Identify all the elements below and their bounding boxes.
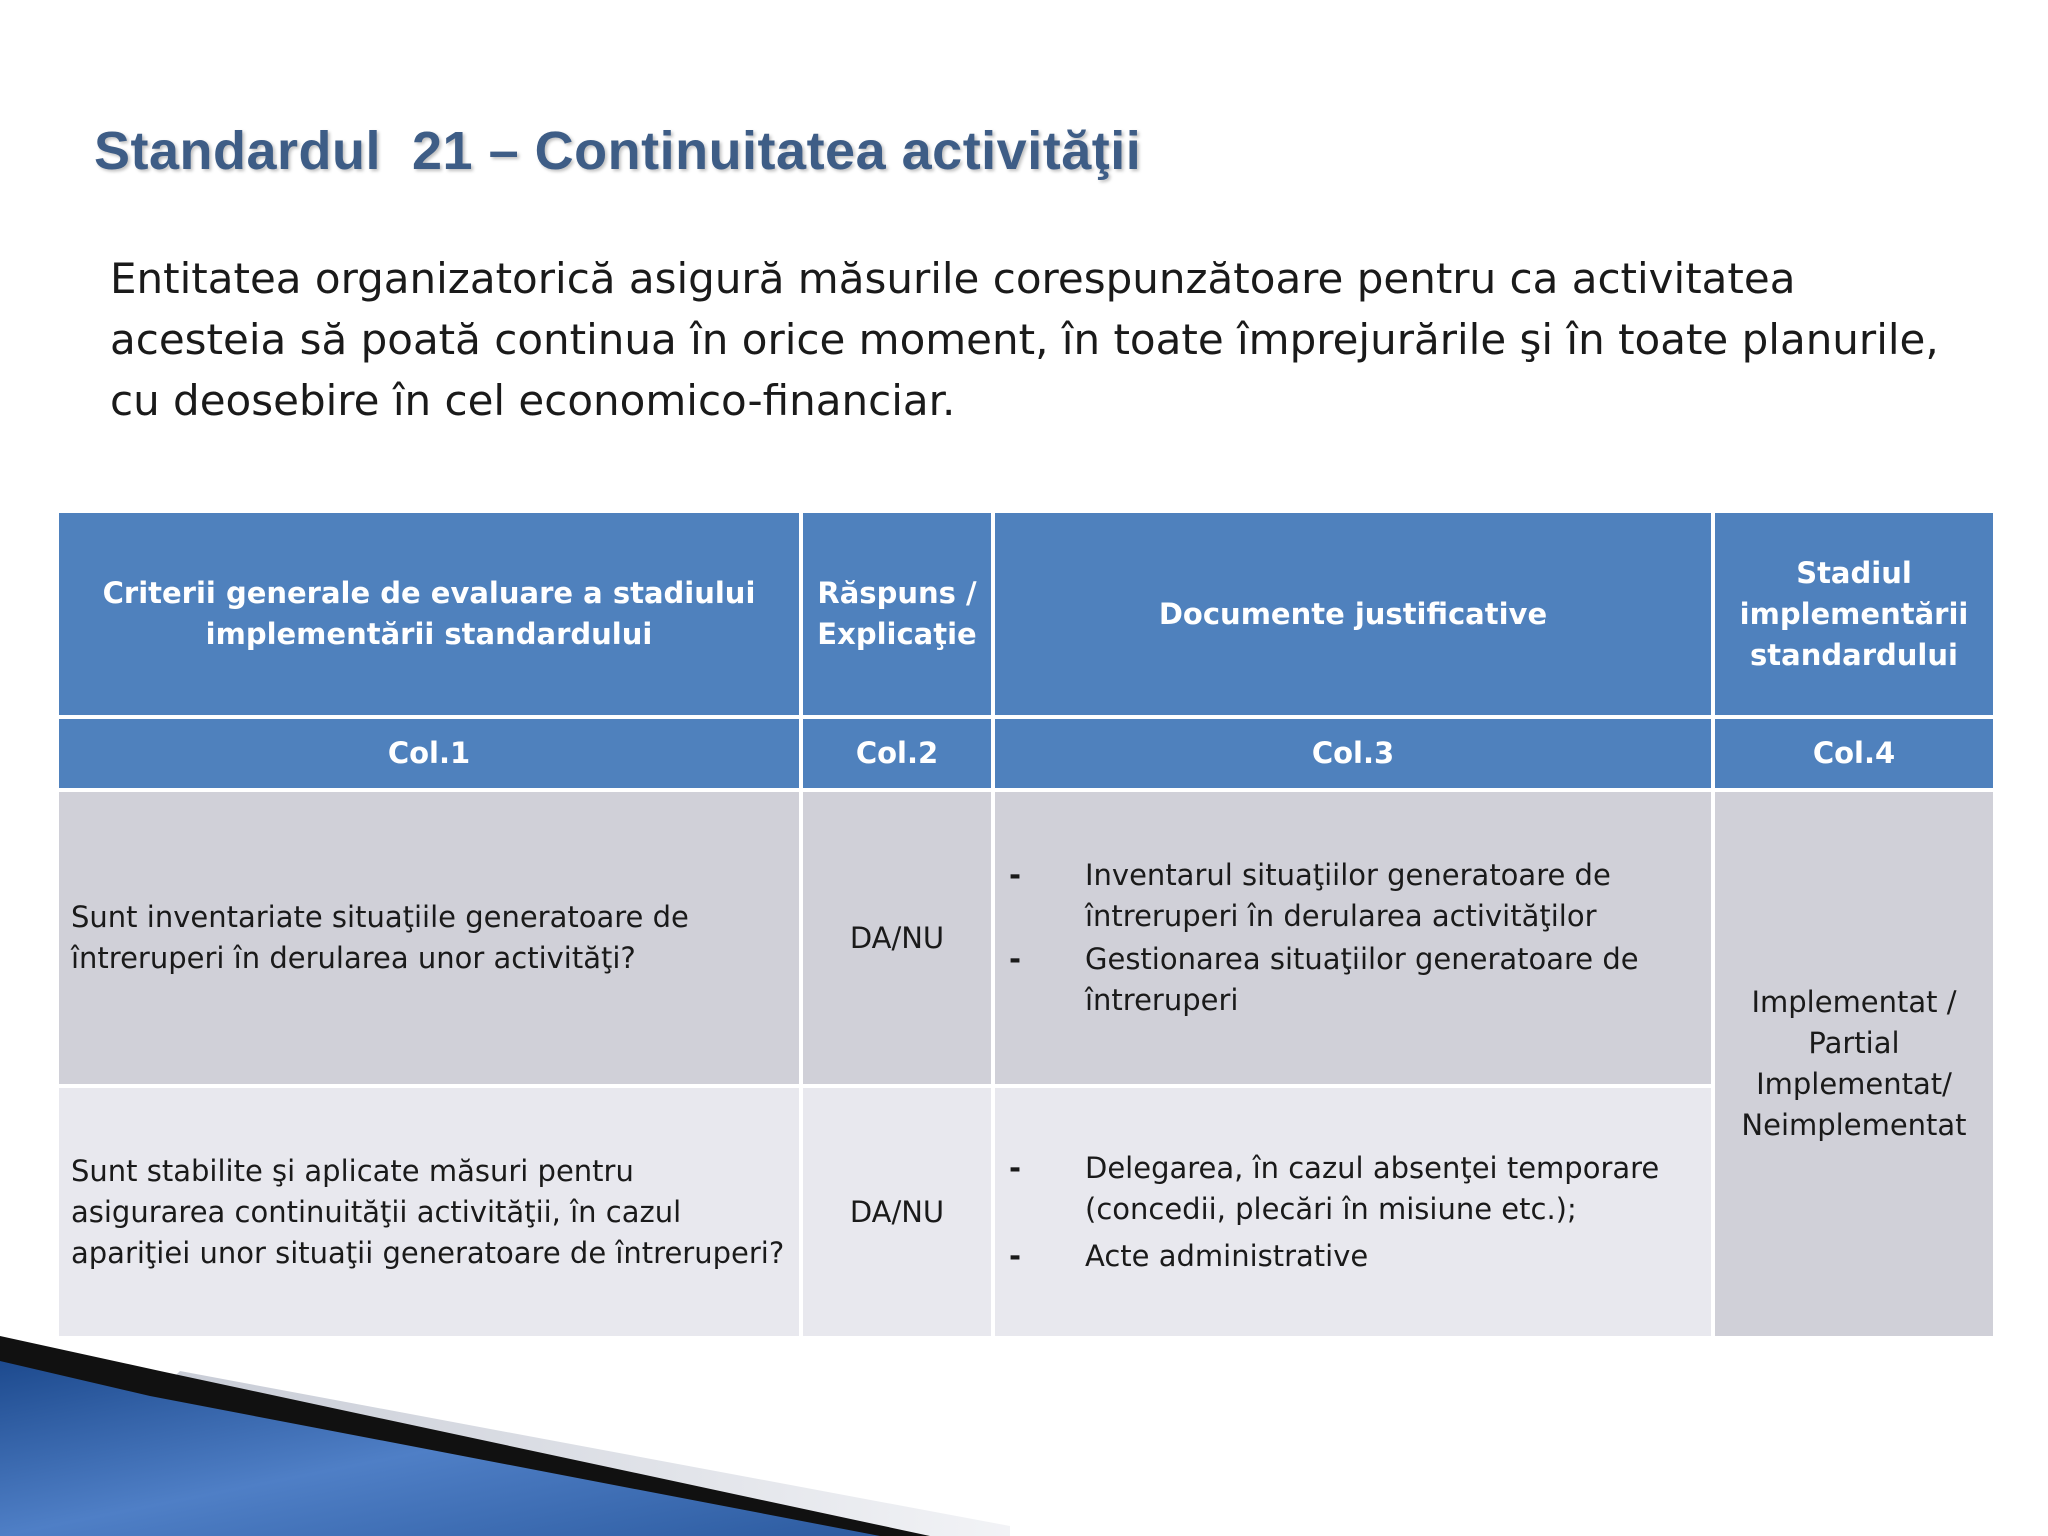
table-row	[59, 792, 1993, 1084]
intro-paragraph: Entitatea organizatorică asigură măsurile corespunzătoare pentru ca activitatea acesteia să poată continua în orice moment, în toate împrejurările şi în toate planurile, cu deosebire în cel economico-financiar.	[110, 254, 1939, 425]
col-label-3: Col.3	[995, 719, 1711, 788]
documente-list	[1007, 1148, 1699, 1277]
column-label-row	[59, 719, 1993, 788]
documente-cell	[995, 792, 1711, 1084]
raspuns-cell: DA/NU	[803, 792, 991, 1084]
header-raspuns: Răspuns / Explicaţie	[803, 513, 991, 715]
slide-title: Standardul 21 – Continuitatea activităţii	[94, 121, 1142, 181]
list-item	[1007, 855, 1699, 937]
header-stadiu: Stadiul implementării standardului	[1715, 513, 1993, 715]
col-label-2: Col.2	[803, 719, 991, 788]
col-label-4: Col.4	[1715, 719, 1993, 788]
table-header-row	[59, 513, 1993, 715]
list-item	[1007, 939, 1699, 1021]
criteriu-cell: Sunt stabilite şi aplicate măsuri pentru asigurarea continuităţii activităţii, în cazul apariţiei unor situaţii generatoare de întreruperi?	[59, 1088, 799, 1336]
bullet-dash: -	[1009, 1150, 1022, 1185]
criteriu-cell: Sunt inventariate situaţiile generatoare de întreruperi în derularea unor activităţi?	[59, 792, 799, 1084]
col-label-1: Col.1	[59, 719, 799, 788]
stadiu-cell: Implementat / Partial Implementat/ Neimplementat	[1715, 792, 1993, 1336]
list-item	[1007, 1148, 1699, 1230]
document-text: Acte administrative	[1085, 1238, 1369, 1273]
document-text: Inventarul situaţiilor generatoare de întreruperi în derularea activităţilor	[1085, 858, 1611, 933]
document-text: Gestionarea situaţiilor generatoare de întreruperi	[1085, 942, 1639, 1017]
list-item	[1007, 1236, 1699, 1277]
evaluation-table	[55, 509, 1997, 1340]
header-criterii: Criterii generale de evaluare a stadiului implementării standardului	[59, 513, 799, 715]
bullet-dash: -	[1009, 942, 1022, 976]
bullet-dash: -	[1009, 858, 1022, 892]
decorative-swoosh	[0, 1276, 1010, 1536]
header-documente: Documente justificative	[995, 513, 1711, 715]
documente-cell	[995, 1088, 1711, 1336]
raspuns-cell: DA/NU	[803, 1088, 991, 1336]
document-text: Delegarea, în cazul absenţei temporare (concedii, plecări în misiune etc.);	[1085, 1150, 1660, 1226]
documente-list	[1007, 855, 1699, 1021]
bullet-dash: -	[1009, 1238, 1022, 1273]
